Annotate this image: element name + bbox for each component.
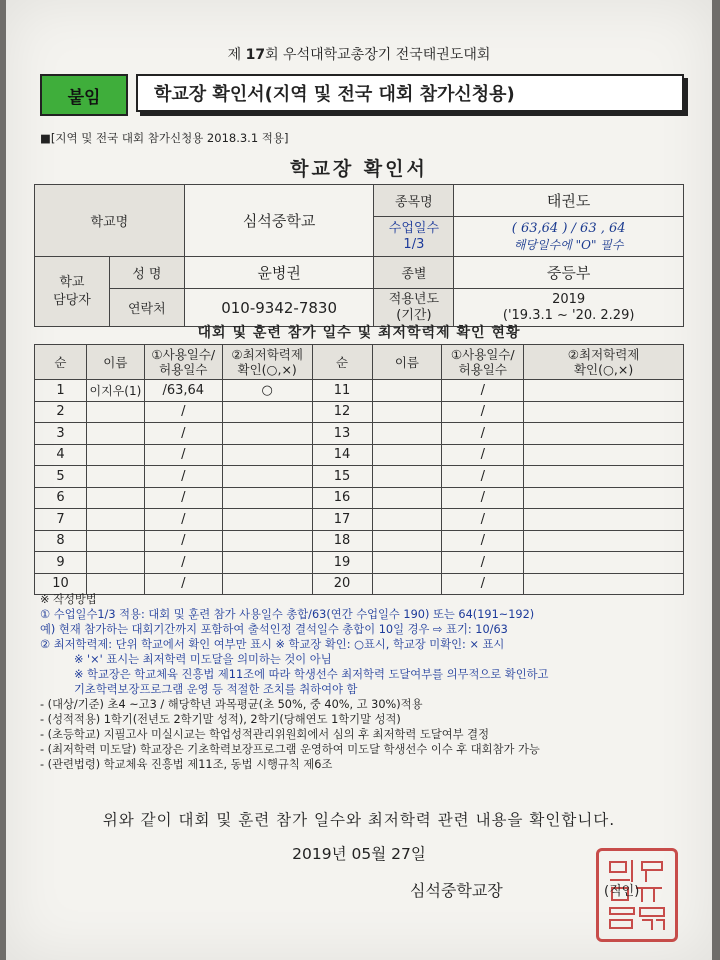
contact-label: 연락처 — [109, 289, 184, 327]
instruction-line: ① 수업일수1/3 적용: 대회 및 훈련 참가 사용일수 총합/63(연간 수업일수 190) 또는 64(191~192) — [40, 608, 535, 621]
participation-table-body — [35, 345, 684, 595]
cell-days: / — [144, 487, 222, 509]
principal-title: 심석중학교장 — [410, 881, 503, 900]
cell-name — [372, 466, 442, 488]
cell-name — [372, 380, 442, 402]
cell-check — [222, 423, 312, 445]
cell-days: /63,64 — [144, 380, 222, 402]
cell-no: 18 — [312, 530, 372, 552]
column-header: 순 — [35, 345, 87, 380]
cell-check — [524, 444, 684, 466]
cell-no: 19 — [312, 552, 372, 574]
confirmation-statement: 위와 같이 대회 및 훈련 참가 일수와 최저학력 관련 내용을 확인합니다. — [102, 811, 616, 829]
instruction-line: - (관련법령) 학교체육 진흥법 제11조, 동법 시행규칙 제6조 — [40, 758, 333, 771]
cell-days: / — [442, 509, 524, 531]
participation-table — [34, 344, 684, 595]
cell-name — [86, 444, 144, 466]
instruction-line: - (초등학교) 지필고사 미실시교는 학업성적관리위원회에서 심의 후 최저학력 도달여부 결정 — [40, 728, 489, 741]
cell-days: / — [144, 444, 222, 466]
cell-no: 15 — [312, 466, 372, 488]
column-header: ②최저학력제 확인(○,×) — [222, 345, 312, 380]
column-header: ①사용일수/ 허용일수 — [442, 345, 524, 380]
cell-no: 9 — [35, 552, 87, 574]
cell-name — [86, 401, 144, 423]
column-header: 순 — [312, 345, 372, 380]
cell-check — [524, 466, 684, 488]
attendance-value: ( 63,64 ) / 63 , 64 해당일수에 "O" 필수 — [454, 217, 684, 257]
category-label: 종별 — [374, 257, 454, 289]
cell-days: / — [144, 552, 222, 574]
cell-days: / — [144, 401, 222, 423]
cell-no: 14 — [312, 444, 372, 466]
cell-name — [86, 487, 144, 509]
cell-days: / — [442, 552, 524, 574]
cell-check: ○ — [222, 380, 312, 402]
cell-no: 5 — [35, 466, 87, 488]
seal-mark: (직인) — [604, 884, 640, 899]
cell-no: 12 — [312, 401, 372, 423]
cell-days: / — [144, 509, 222, 531]
cell-no: 1 — [35, 380, 87, 402]
cell-days: / — [442, 466, 524, 488]
issue-date: 2019년 05월 27일 — [292, 845, 426, 863]
document-title: 학교장 확인서(지역 및 전국 대회 참가신청용) — [136, 74, 684, 112]
cell-days: / — [442, 423, 524, 445]
table-row — [35, 509, 684, 531]
attendance-label: 수업일수 1/3 — [374, 217, 454, 257]
cell-check — [222, 487, 312, 509]
cell-no: 7 — [35, 509, 87, 531]
table-row — [35, 466, 684, 488]
column-header: ②최저학력제 확인(○,×) — [524, 345, 684, 380]
participation-table-title: 대회 및 훈련 참가 일수 및 최저학력제 확인 현황 — [197, 325, 521, 341]
column-header: 이름 — [86, 345, 144, 380]
instruction-line: - (최저학력 미도달) 학교장은 기초학력보장프로그램 운영하여 미도달 학생선수 이수 후 대회참가 가능 — [40, 743, 540, 756]
table-row — [35, 487, 684, 509]
cell-no: 13 — [312, 423, 372, 445]
event-value: 태권도 — [454, 185, 684, 217]
cell-days: / — [442, 530, 524, 552]
applied-note: ■[지역 및 전국 대회 참가신청용 2018.3.1 적용] — [40, 131, 289, 145]
name-value: 윤병권 — [184, 257, 374, 289]
cell-check — [524, 380, 684, 402]
cell-name — [372, 423, 442, 445]
table-row — [35, 530, 684, 552]
cell-days: / — [442, 487, 524, 509]
cell-name: 이지우(1) — [86, 380, 144, 402]
cell-check — [524, 423, 684, 445]
cell-no: 4 — [35, 444, 87, 466]
table-row — [35, 423, 684, 445]
cell-days: / — [442, 380, 524, 402]
cell-days: / — [442, 573, 524, 595]
school-name-label: 학교명 — [35, 185, 185, 257]
cell-name — [372, 401, 442, 423]
cell-days: / — [144, 423, 222, 445]
cell-check — [524, 509, 684, 531]
cell-name — [372, 487, 442, 509]
cell-check — [222, 530, 312, 552]
cell-days: / — [442, 401, 524, 423]
cell-no: 20 — [312, 573, 372, 595]
cell-check — [524, 487, 684, 509]
cell-name — [372, 444, 442, 466]
cell-check — [524, 552, 684, 574]
cell-no: 2 — [35, 401, 87, 423]
cell-name — [372, 552, 442, 574]
contact-value: 010-9342-7830 — [184, 289, 374, 327]
cell-name — [86, 466, 144, 488]
instruction-line: 예) 현재 참가하는 대회기간까지 포함하여 출석인정 결석일수 총합이 10일 경우 ⇨ 표기: 10/63 — [40, 623, 508, 636]
instruction-line: ② 최저학력제: 단위 학교에서 확인 여부만 표시 ※ 학교장 확인: ○표시, 학교장 미확인: × 표시 — [40, 638, 505, 651]
instruction-line: ※ '×' 표시는 최저학력 미도달을 의미하는 것이 아님 — [74, 653, 332, 666]
table-row — [35, 552, 684, 574]
cell-check — [524, 530, 684, 552]
school-info-table — [34, 184, 684, 327]
table-row — [35, 380, 684, 402]
instruction-line: ※ 작성방법 — [40, 593, 97, 606]
cell-no: 17 — [312, 509, 372, 531]
cell-name — [86, 552, 144, 574]
cell-check — [222, 552, 312, 574]
table-header-row — [35, 345, 684, 380]
manager-label: 학교 담당자 — [35, 257, 110, 327]
cell-name — [86, 530, 144, 552]
column-header: ①사용일수/ 허용일수 — [144, 345, 222, 380]
instruction-line: ※ 학교장은 학교체육 진흥법 제11조에 따라 학생선수 최저학력 도달여부를 의무적으로 확인하고 — [74, 668, 549, 681]
cell-check — [524, 401, 684, 423]
instruction-line: 기초학력보장프로그램 운영 등 적절한 조치를 취하여야 함 — [74, 683, 358, 696]
cell-no: 8 — [35, 530, 87, 552]
cell-days: / — [144, 466, 222, 488]
cell-no: 16 — [312, 487, 372, 509]
attachment-badge: 붙임 — [40, 74, 128, 116]
cell-no: 10 — [35, 573, 87, 595]
cell-check — [222, 444, 312, 466]
cell-check — [222, 401, 312, 423]
column-header: 이름 — [372, 345, 442, 380]
cell-no: 6 — [35, 487, 87, 509]
certificate-title: 학교장 확인서 — [290, 158, 428, 180]
event-label: 종목명 — [374, 185, 454, 217]
document-page — [6, 0, 712, 960]
cell-name — [86, 509, 144, 531]
cell-days: / — [442, 444, 524, 466]
competition-header: 제 17회 우석대학교총장기 전국태권도대회 — [227, 47, 491, 63]
cell-check — [222, 466, 312, 488]
instruction-line: - (성적적용) 1학기(전년도 2학기말 성적), 2학기(당해연도 1학기말 성적) — [40, 713, 401, 726]
school-name-value: 심석중학교 — [184, 185, 374, 257]
year-value: 2019 ('19.3.1 ~ '20. 2.29) — [454, 289, 684, 327]
name-label: 성 명 — [109, 257, 184, 289]
category-value: 중등부 — [454, 257, 684, 289]
writing-instructions — [40, 592, 690, 772]
cell-name — [86, 423, 144, 445]
cell-name — [372, 509, 442, 531]
year-label: 적용년도 (기간) — [374, 289, 454, 327]
cell-days: / — [144, 530, 222, 552]
cell-no: 3 — [35, 423, 87, 445]
instruction-line: - (대상/기준) 초4 ~고3 / 해당학년 과목평균(초 50%, 중 40%, 고 30%)적용 — [40, 698, 423, 711]
cell-no: 11 — [312, 380, 372, 402]
table-row — [35, 444, 684, 466]
cell-check — [222, 509, 312, 531]
cell-name — [372, 530, 442, 552]
cell-days: / — [144, 573, 222, 595]
table-row — [35, 401, 684, 423]
